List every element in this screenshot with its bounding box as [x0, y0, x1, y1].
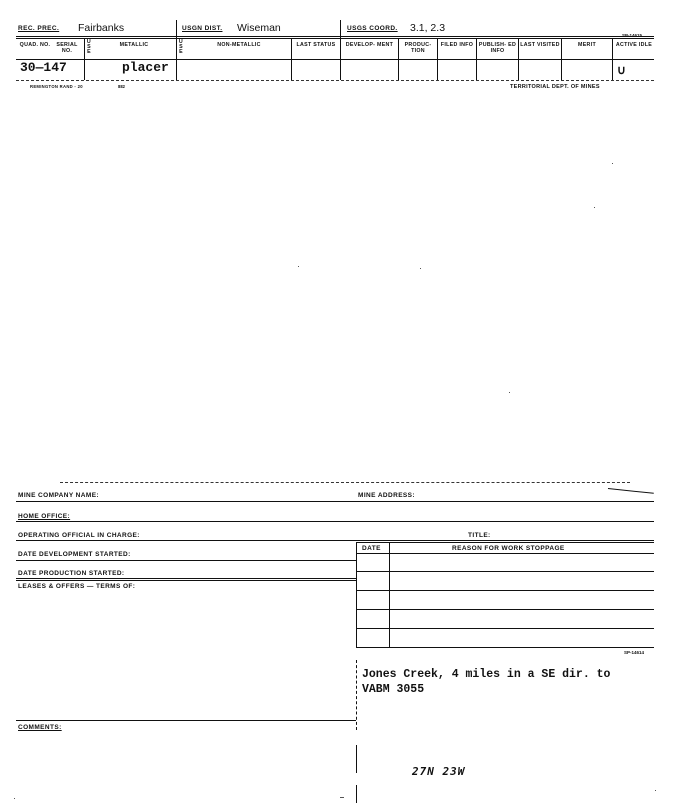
- usgs-coord-label: USGS COORD.: [347, 25, 398, 32]
- form-number-2: SP-14614: [624, 650, 645, 655]
- scan-speck: [509, 392, 510, 393]
- form-rule: [16, 578, 356, 579]
- col-quad-no: QUAD. NO.: [19, 42, 51, 48]
- home-office-label: HOME OFFICE:: [18, 513, 71, 520]
- grid-line: [398, 38, 399, 80]
- scan-speck: [14, 798, 15, 799]
- scan-speck: [655, 790, 656, 791]
- col-active-idle: ACTIVE IDLE: [615, 42, 653, 48]
- grid-line: [612, 38, 613, 80]
- lower-top-curl: [608, 488, 654, 494]
- col-published-info: PUBLISH- ED INFO: [478, 42, 517, 54]
- col-filed-info: FILED INFO: [440, 42, 474, 48]
- operating-official-label: OPERATING OFFICIAL IN CHARGE:: [18, 532, 140, 539]
- stoppage-table-divider: [389, 542, 390, 648]
- mine-address-label: MINE ADDRESS:: [358, 492, 415, 499]
- col-non-metallic: NON-METALLIC: [217, 42, 261, 48]
- col-merit: MERIT: [578, 42, 596, 48]
- typed-note-line-1: Jones Creek, 4 miles in a SE dir. to: [362, 668, 611, 681]
- scan-speck: [340, 797, 344, 798]
- usgn-dist-label: USGN DIST.: [182, 25, 223, 32]
- col-development: DEVELOP- MENT: [345, 42, 394, 48]
- metallic-value: placer: [122, 60, 169, 75]
- typed-location-note: [362, 667, 610, 697]
- date-production-label: DATE PRODUCTION STARTED:: [18, 570, 125, 577]
- grid-line: [176, 20, 177, 80]
- form-rule: [356, 553, 654, 554]
- right-margin-line: [356, 785, 357, 803]
- header-rule: [16, 36, 654, 37]
- grid-line: [561, 38, 562, 80]
- form-rule: [16, 540, 654, 541]
- col-use-2: U S E: [178, 39, 184, 55]
- form-rule: [356, 571, 654, 572]
- reason-col-label: REASON FOR WORK STOPPAGE: [452, 545, 565, 552]
- col-use-1: U S E: [86, 39, 92, 55]
- form-rule: [16, 560, 356, 561]
- grid-line: [518, 38, 519, 80]
- rec-prec-label: REC. PREC.: [18, 25, 60, 32]
- scan-speck: [298, 266, 299, 267]
- date-development-label: DATE DEVELOPMENT STARTED:: [18, 551, 131, 558]
- form-rule: [16, 720, 356, 721]
- scan-speck: [612, 163, 613, 164]
- handwritten-township-range: 27N 23W: [412, 765, 466, 778]
- col-last-visited: LAST VISITED: [520, 42, 560, 48]
- form-rule: [16, 580, 356, 581]
- date-col-label: DATE: [362, 545, 381, 552]
- stoppage-table-left: [356, 542, 357, 648]
- scan-speck: [594, 207, 595, 208]
- col-metallic: METALLIC: [119, 42, 149, 48]
- card-footer-right: TERRITORIAL DEPT. OF MINES: [510, 84, 600, 90]
- right-margin-line: [356, 660, 357, 730]
- mine-company-name-label: MINE COMPANY NAME:: [18, 492, 99, 499]
- col-serial-no: SERIAL NO.: [56, 42, 78, 54]
- grid-line: [84, 38, 85, 80]
- col-production: PRODUC- TION: [404, 42, 432, 54]
- leases-offers-label: LEASES & OFFERS — TERMS OF:: [18, 583, 136, 590]
- usgn-dist-value: Wiseman: [237, 22, 281, 34]
- usgs-coord-value: 3.1, 2.3: [410, 22, 446, 34]
- right-margin-line: [356, 745, 357, 773]
- grid-line: [437, 38, 438, 80]
- form-rule: [16, 501, 654, 502]
- card-footer-left: REMINGTON RAND - 20: [30, 84, 83, 89]
- stoppage-row-rule: [356, 590, 654, 591]
- card-footer-code: 882: [118, 84, 125, 89]
- header-rule-2: [16, 38, 654, 39]
- form-rule: [16, 521, 654, 522]
- active-idle-mark: ∪: [617, 63, 626, 77]
- column-header-rule: [16, 59, 654, 60]
- title-label: TITLE:: [468, 532, 491, 539]
- stoppage-row-rule: [356, 609, 654, 610]
- grid-line: [340, 20, 341, 80]
- lower-top-dash: [60, 482, 630, 483]
- comments-label: COMMENTS:: [18, 724, 62, 731]
- grid-line: [476, 38, 477, 80]
- stoppage-row-rule: [356, 628, 654, 629]
- stoppage-row-rule: [356, 647, 654, 648]
- card-bottom-rule: [16, 80, 654, 81]
- col-last-status: LAST STATUS: [296, 42, 336, 48]
- form-number: SP-14615: [622, 33, 643, 38]
- scan-speck: [420, 268, 421, 269]
- quad-serial-value: 30—147: [20, 60, 67, 75]
- grid-line: [291, 38, 292, 80]
- rec-prec-value: Fairbanks: [78, 22, 125, 34]
- form-rule: [356, 542, 654, 543]
- typed-note-line-2: VABM 3055: [362, 683, 425, 696]
